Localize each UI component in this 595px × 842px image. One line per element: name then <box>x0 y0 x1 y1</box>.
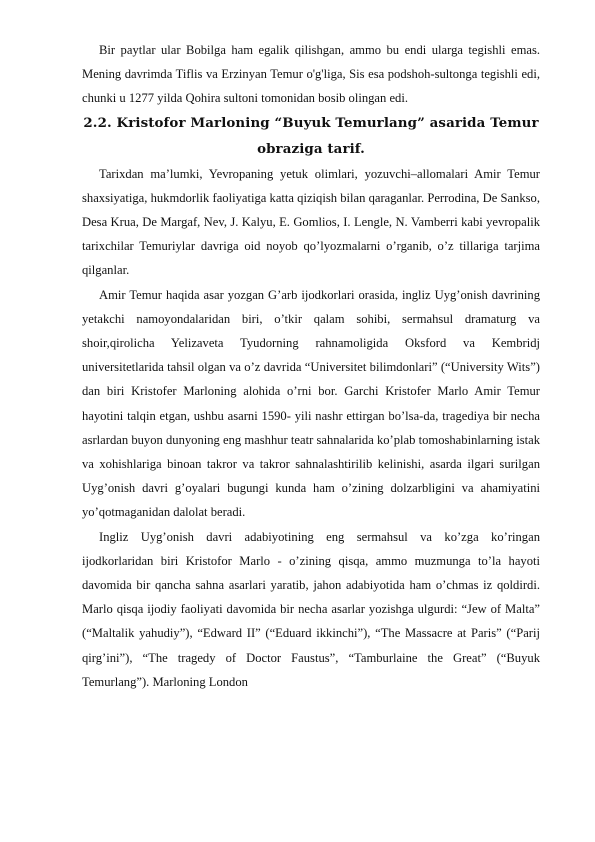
section-heading-line-2: obraziga tarif. <box>257 140 365 157</box>
section-heading-line-1: 2.2. Kristofor Marloning “Buyuk Temurlang” asarida Temur <box>83 114 539 131</box>
section-heading <box>82 111 540 162</box>
paragraph-marlowe-works: Ingliz Uyg’onish davri adabiyotining eng sermahsul va ko’zga ko’ringan ijodkorlaridan biri Kristofor Marlo - o’zining qisqa, ammo muzmunga to’la hayoti davomida bir qancha sahna asarlari yaratib, jahon adabiyotida ham o’chmas iz qoldirdi. Marlo qisqa ijodiy faoliyati davomida bir necha asarlar yozishga ulgurdi: “Jew of Malta” (“Maltalik yahudiy”), “Edward II” (“Eduard ikkinchi”), “The Massacre at Paris” (“Parij qirg’ini”), “The tragedy of Doctor Faustus”, “Tamburlaine the Great” (“Buyuk Temurlang”). Marloning London <box>82 529 540 689</box>
paragraph-european-scholars: Tarixdan ma’lumki, Yevropaning yetuk olimlari, yozuvchi–allomalari Amir Temur shaxsiyatiga, hukmdorlik faoliyatiga katta qiziqish bilan qaraganlar. Perrodina, De Sankso, Desa Krua, De Margaf, Nev, J. Kalyu, E. Gomlios, I. Lengle, N. Vamberri kabi yevropalik tarixchilar Temuriylar davriga oid noyob qo’lyozmalarni o’rganib, o’z tillariga tarjima qilganlar. <box>82 166 540 278</box>
paragraph-western-authors: Amir Temur haqida asar yozgan G’arb ijodkorlari orasida, ingliz Uyg’onish davrining yetakchi namoyondalaridan biri, o’tkir qalam sohibi, sermahsul dramaturg va shoir,qirolicha Yelizaveta Tyudorning rahnamoligida Oksford va Kembridj universitetlarida tahsil olgan va o’z davrida “Universitet bilimdonlari” (“University Wits”) dan biri Kristofer Marloning alohida o’rni bor. Garchi Kristofer Marlo Amir Temur hayotini talqin etgan, ushbu asarni 1590- yili nashr ettirgan bo’lsa-da, tragediya bir necha asrlardan buyon dunyoning eng mashhur teatr sahnalarida ko’plab tomoshabinlarning istak va xohishlariga binoan takror va takror sahnalashtirilib kelinishi, asarda ilgari surilgan Uyg’onish davri g’oyalari bugungi kunda ham o’zining dolzarbligini va ahamiyatini yo’qotmaganidan dalolat beradi. <box>82 287 540 520</box>
document-page <box>82 38 540 694</box>
paragraph-babylon: Bir paytlar ular Bobilga ham egalik qilishgan, ammo bu endi ularga tegishli emas. Mening davrimda Tiflis va Erzinyan Temur o'g'liga, Sis esa podshoh-sultonga tegishli edi, chunki u 1277 yilda Qohira sultoni tomonidan bosib olingan edi. <box>82 43 540 106</box>
